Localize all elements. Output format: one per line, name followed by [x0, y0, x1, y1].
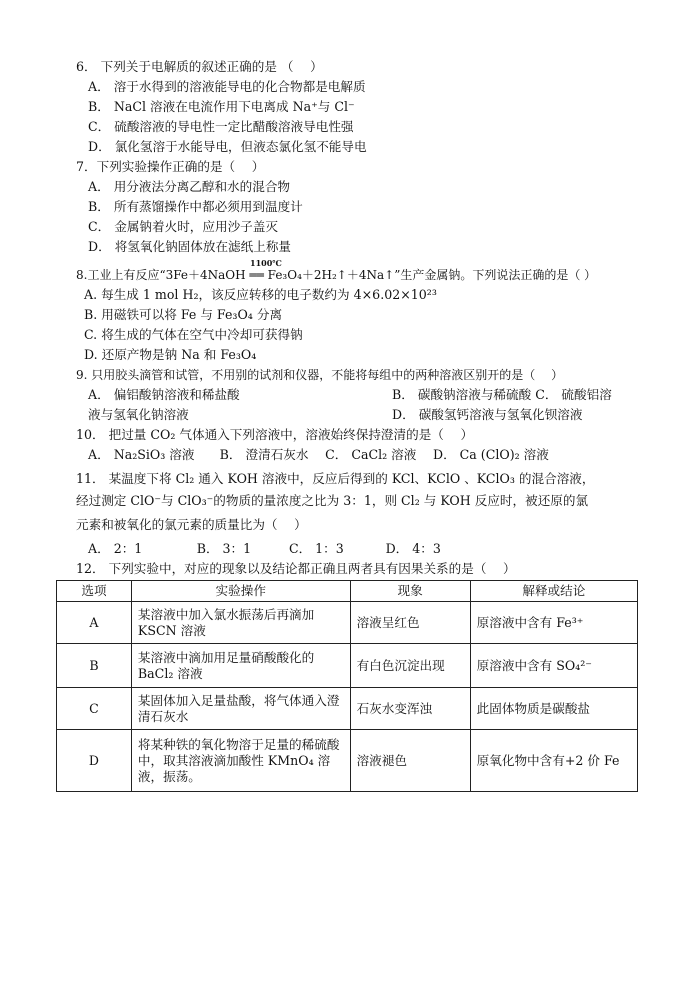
- row-b-phenomenon: 有白色沉淀出现: [350, 644, 470, 688]
- header-phenomenon: 现象: [350, 581, 470, 602]
- q7-stem: 7．下列实验操作正确的是（ ）: [76, 159, 265, 174]
- q11-line1: 11． 某温度下将 Cl₂ 通入 KOH 溶液中，反应后得到的 KCl、KClO 、KClO₃ 的混合溶液，: [76, 471, 595, 486]
- table-row: [57, 644, 638, 688]
- q7-option-d: D． 将氢氧化钠固体放在滤纸上称量: [88, 239, 292, 254]
- q8-reaction-condition: 1100℃: [250, 258, 282, 268]
- q8-option-d: D. 还原产物是钠 Na 和 Fe₃O₄: [84, 347, 257, 362]
- q9-option-bc: B． 碳酸钠溶液与稀硫酸 C． 硫酸铝溶: [392, 387, 612, 402]
- row-d-option: D: [57, 730, 132, 792]
- table-header-row: [57, 581, 638, 602]
- q9-option-a: A． 偏铝酸钠溶液和稀盐酸: [88, 387, 240, 402]
- q6-option-c: C． 硫酸溶液的导电性一定比醋酸溶液导电性强: [88, 119, 354, 134]
- q8-option-a: A. 每生成 1 mol H₂，该反应转移的电子数约为 4×6.02×10²³: [84, 287, 437, 302]
- q11-line2: 经过测定 ClO⁻与 ClO₃⁻的物质的量浓度之比为 3：1，则 Cl₂ 与 KOH 反应时，被还原的氯: [76, 493, 589, 508]
- table-row: [57, 688, 638, 730]
- q7-option-c: C． 金属钠着火时，应用沙子盖灭: [88, 219, 278, 234]
- experiment-table: [56, 580, 638, 792]
- q6-option-d: D． 氯化氢溶于水能导电，但液态氯化氢不能导电: [88, 139, 367, 154]
- row-b-conclusion: 原溶液中含有 SO₄²⁻: [470, 644, 637, 688]
- row-b-option: B: [57, 644, 132, 688]
- table-row: [57, 602, 638, 644]
- q6-stem: 6． 下列关于电解质的叙述正确的是 （ ）: [76, 59, 323, 74]
- q9-option-d: D． 碳酸氢钙溶液与氢氧化钡溶液: [392, 407, 583, 422]
- q8-option-c: C. 将生成的气体在空气中冷却可获得钠: [84, 327, 303, 342]
- row-d-conclusion: 原氧化物中含有+2 价 Fe: [470, 730, 637, 792]
- q10-options: A． Na₂SiO₃ 溶液 B． 澄清石灰水 C． CaCl₂ 溶液 D． Ca (ClO)₂ 溶液: [88, 447, 549, 462]
- q12-stem: 12． 下列实验中，对应的现象以及结论都正确且两者具有因果关系的是（ ）: [76, 561, 516, 576]
- row-d-phenomenon: 溶液褪色: [350, 730, 470, 792]
- q11-options: A． 2：1 B． 3：1 C． 1：3 D． 4：3: [88, 541, 441, 556]
- q7-option-a: A． 用分液法分离乙醇和水的混合物: [88, 179, 291, 194]
- q9-stem: 9. 只用胶头滴管和试管，不用别的试剂和仪器，不能将每组中的两种溶液区别开的是（ ）: [76, 368, 564, 382]
- row-c-phenomenon: 石灰水变浑浊: [350, 688, 470, 730]
- q9-option-c-cont: 液与氢氧化钠溶液: [88, 407, 189, 422]
- row-a-conclusion: 原溶液中含有 Fe³⁺: [470, 602, 637, 644]
- row-a-option: A: [57, 602, 132, 644]
- q8-stem: 8.工业上有反应“3Fe＋4NaOH ══ Fe₃O₄＋2H₂↑＋4Na↑”生产金属钠。下列说法正确的是（ ）: [76, 268, 597, 282]
- table-row: [57, 730, 638, 792]
- header-conclusion: 解释或结论: [470, 581, 637, 602]
- q6-option-a: A． 溶于水得到的溶液能导电的化合物都是电解质: [88, 79, 366, 94]
- header-operation: 实验操作: [131, 581, 350, 602]
- header-option: 选项: [57, 581, 132, 602]
- row-c-conclusion: 此固体物质是碳酸盐: [470, 688, 637, 730]
- q10-stem: 10． 把过量 CO₂ 气体通入下列溶液中，溶液始终保持澄清的是（ ）: [76, 427, 474, 442]
- q11-line3: 元素和被氧化的氯元素的质量比为（ ）: [76, 517, 307, 532]
- row-d-operation: 将某种铁的氧化物溶于足量的稀硫酸中，取其溶液滴加酸性 KMnO₄ 溶液，振荡。: [131, 730, 350, 792]
- row-a-operation: 某溶液中加入氯水振荡后再滴加 KSCN 溶液: [131, 602, 350, 644]
- q6-option-b: B． NaCl 溶液在电流作用下电离成 Na⁺与 Cl⁻: [88, 99, 355, 114]
- row-c-operation: 某固体加入足量盐酸，将气体通入澄清石灰水: [131, 688, 350, 730]
- row-c-option: C: [57, 688, 132, 730]
- q8-option-b: B. 用磁铁可以将 Fe 与 Fe₃O₄ 分离: [84, 307, 283, 322]
- q7-option-b: B． 所有蒸馏操作中都必须用到温度计: [88, 199, 303, 214]
- row-b-operation: 某溶液中滴加用足量硝酸酸化的 BaCl₂ 溶液: [131, 644, 350, 688]
- row-a-phenomenon: 溶液呈红色: [350, 602, 470, 644]
